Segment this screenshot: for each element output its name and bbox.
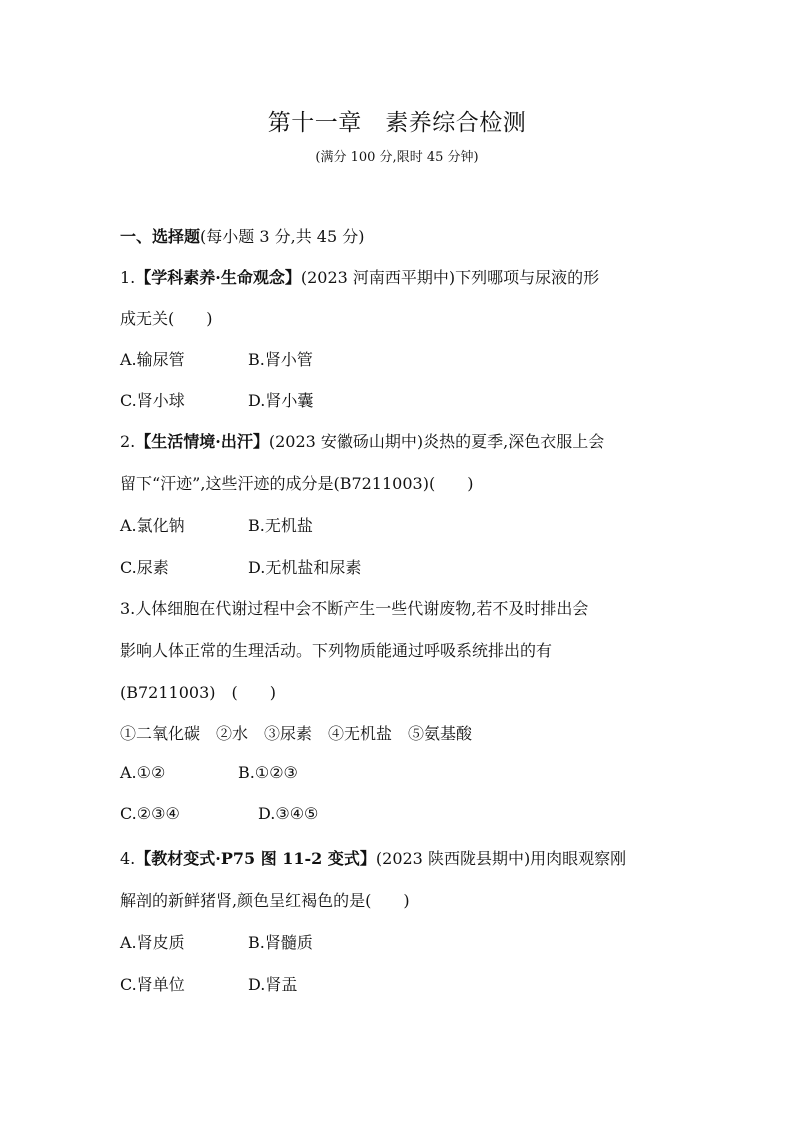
page-subtitle: (满分 100 分,限时 45 分钟) — [315, 150, 479, 165]
option-d: D.肾盂 — [248, 975, 298, 994]
question-3-items: ①二氧化碳 ②水 ③尿素 ④无机盐 ⑤氨基酸 — [120, 724, 473, 743]
section-note: (每小题 3 分,共 45 分) — [200, 227, 365, 246]
question-3-line-2: 影响人体正常的生理活动。下列物质能通过呼吸系统排出的有 — [120, 641, 553, 660]
question-1-options-row-2 — [120, 388, 313, 411]
question-4-options-row-1 — [120, 930, 313, 953]
option-a: A.氯化钠 — [120, 516, 185, 535]
question-3-line-1 — [120, 596, 588, 619]
option-c: C.尿素 — [120, 558, 169, 577]
question-number: 2. — [120, 432, 136, 451]
question-2-options-row-1 — [120, 513, 313, 536]
option-c: C.肾小球 — [120, 391, 185, 410]
question-tag: 【教材变式·P75 图 11-2 变式】 — [135, 849, 376, 868]
option-d: D.无机盐和尿素 — [248, 558, 362, 577]
question-3-options-row-2 — [120, 804, 318, 823]
question-text: 人体细胞在代谢过程中会不断产生一些代谢废物,若不及时排出会 — [135, 599, 589, 618]
question-number: 4. — [120, 849, 136, 868]
question-tag: 【学科素养·生命观念】 — [135, 268, 301, 287]
question-1-options-row-1 — [120, 347, 313, 370]
option-c: C.②③④ — [120, 804, 180, 823]
question-3-line-3: (B7211003) ( ) — [120, 683, 276, 702]
question-text: (2023 陕西陇县期中)用肉眼观察刚 — [375, 849, 627, 868]
question-2-line-1 — [120, 429, 604, 452]
section-title: 一、选择题 — [120, 227, 201, 246]
question-text: (2023 河南西平期中)下列哪项与尿液的形 — [300, 268, 600, 287]
question-2-options-row-2 — [120, 555, 361, 578]
question-tag: 【生活情境·出汗】 — [135, 432, 269, 451]
question-1-line-2: 成无关( ) — [120, 309, 213, 328]
question-3-options-row-1 — [120, 763, 298, 782]
option-d: D.肾小囊 — [248, 391, 314, 410]
option-b: B.①②③ — [238, 763, 298, 782]
option-b: B.肾小管 — [248, 350, 313, 369]
option-a: A.肾皮质 — [120, 933, 185, 952]
section-heading — [120, 224, 364, 247]
option-a: A.输尿管 — [120, 350, 185, 369]
page-title: 第十一章 素养综合检测 — [267, 110, 527, 136]
option-c: C.肾单位 — [120, 975, 185, 994]
option-b: B.肾髓质 — [248, 933, 313, 952]
question-4-line-2: 解剖的新鲜猪肾,颜色呈红褐色的是( ) — [120, 891, 410, 910]
question-number: 1. — [120, 268, 136, 287]
option-b: B.无机盐 — [248, 516, 313, 535]
question-4-options-row-2 — [120, 972, 297, 995]
option-a: A.①② — [120, 763, 166, 782]
question-number: 3. — [120, 599, 136, 618]
question-1-line-1 — [120, 265, 599, 288]
option-d: D.③④⑤ — [258, 804, 319, 823]
question-text: (2023 安徽砀山期中)炎热的夏季,深色衣服上会 — [268, 432, 605, 451]
question-4-line-1 — [120, 846, 626, 869]
question-2-line-2: 留下“汗迹”,这些汗迹的成分是(B7211003)( ) — [120, 474, 474, 493]
